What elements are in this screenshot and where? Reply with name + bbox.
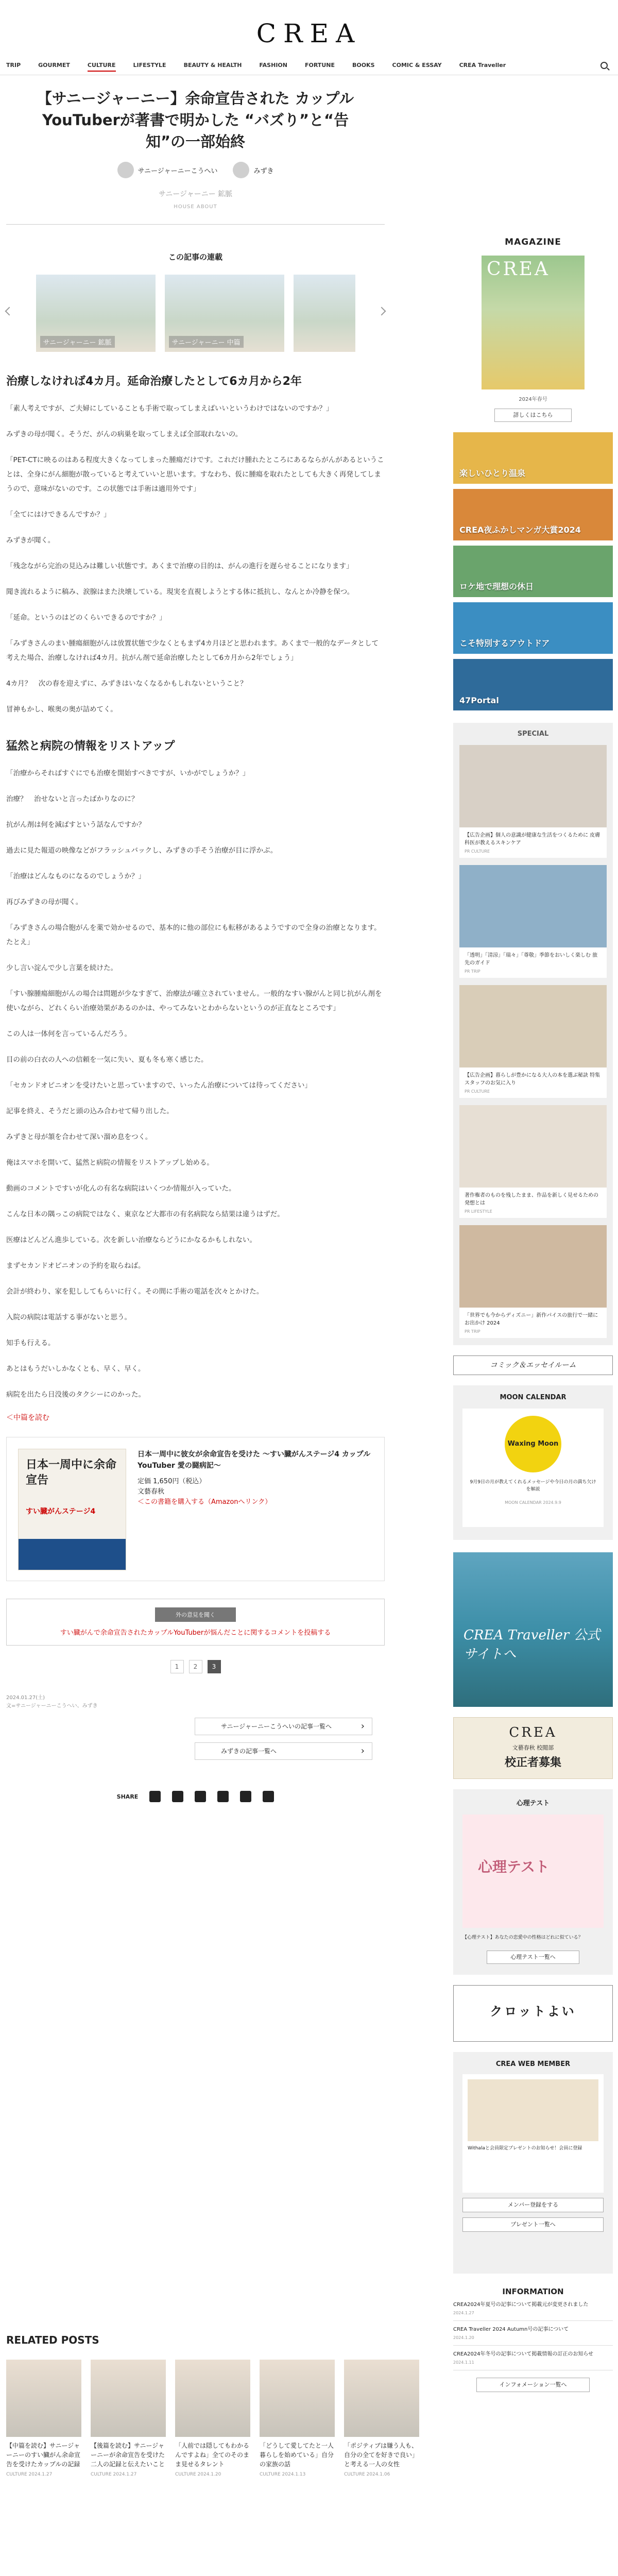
related-image (6, 2360, 81, 2437)
paragraph: 「治療からそればすぐにでも治療を開始すべきですが、いかがでしょうか？」 (6, 769, 250, 777)
facebook-icon[interactable] (149, 1791, 161, 1802)
section-heading: 猛然と病院の情報をリストアップ (6, 740, 175, 753)
webm-image (468, 2079, 598, 2141)
article-byline: 文=サニージャーニーこうへい、みずき (6, 1703, 98, 1709)
nav-item-lifestyle[interactable]: LIFESTYLE (133, 62, 166, 69)
info-button[interactable]: インフォメーション一覧へ (476, 2378, 590, 2392)
related-image (175, 2360, 250, 2437)
info-title-text: CREA Traveller 2024 Autumn号の記事について (453, 2327, 569, 2332)
banner-item[interactable] (453, 659, 613, 710)
magazine-date: 2024年春号 (519, 397, 547, 402)
read-more-link[interactable]: ＜中篇を読む (6, 1414, 49, 1422)
comment-box (6, 1599, 385, 1646)
photo-credit: サニージャーニー 鉱脈 (158, 190, 233, 198)
special-meta: PR CULTURE (465, 1089, 490, 1094)
book-title: 日本一周中に彼女が余命宣告を受けた ～すい臓がんステージ4 カップルYouTuber 愛の闘病記～ (138, 1450, 371, 1470)
paragraph: この人は一体何を言っているんだろう。 (6, 1030, 131, 1038)
search-icon[interactable] (600, 62, 608, 69)
special-title: SPECIAL (517, 730, 549, 738)
banner-item[interactable] (453, 546, 613, 597)
pagination (6, 1660, 385, 1673)
related-image (91, 2360, 166, 2437)
comment-link[interactable]: すい臓がんで余命宣告されたカップルYouTuberが悩んだことに関するコメントを投稿する (60, 1629, 331, 1637)
article-body (6, 374, 385, 1402)
paragraph: 目の前の白衣の人への信頼を一気に失い、夏も冬も寒く感じた。 (6, 1056, 208, 1064)
book-buy-link[interactable]: ＜この書籍を購入する（Amazonへリンク） (138, 1498, 272, 1506)
article-title: 【サニージャーニー】余命宣告された カップルYouTuberが著書で明かした “バズり”と“告知”の一部始終 (37, 90, 354, 150)
banner-item[interactable] (453, 602, 613, 654)
paragraph: まずセカンドオピニオンの予約を取らねば。 (6, 1262, 145, 1270)
paragraph: 「セカンドオピニオンを受けたいと思っていますので、いったん治療については待ってください」 (6, 1081, 312, 1090)
special-box (453, 723, 613, 1345)
carousel-image (294, 275, 355, 352)
info-title-text: CREA2024年冬号の記事について掲載情報の訂正のお知らせ (453, 2351, 594, 2357)
member-register-button[interactable]: メンバー登録をする (462, 2198, 604, 2212)
special-item[interactable] (459, 1225, 607, 1338)
psych-text: 【心理テスト】あなたの恋愛中の性格はどれに似ている？ (462, 1935, 583, 1940)
magazine-cover[interactable] (482, 256, 585, 389)
paragraph: 聞き流れるように稿み、涙腺はまた決壊している。現実を直視しようとする体に抵抗し、なんとか冷静を保つ。 (6, 588, 354, 596)
paragraph: 4カ月？ 次の春を迎えずに、みずきはいなくなるかもしれないということ？ (6, 680, 247, 688)
psych-test (453, 1789, 613, 1975)
paragraph: 俺はスマホを開いて、猛然と病院の情報をリストアップし始める。 (6, 1159, 214, 1167)
info-list (453, 2296, 613, 2370)
global-nav (0, 58, 618, 75)
x-icon[interactable] (172, 1791, 183, 1802)
special-item[interactable] (459, 745, 607, 858)
related-item[interactable] (6, 2360, 81, 2477)
comment-button[interactable]: 外の意見を聞く (155, 1607, 236, 1622)
info-date: 2024.1.27 (453, 2311, 474, 2315)
related-title: RELATED POSTS (6, 2334, 99, 2346)
special-meta: PR CULTURE (465, 849, 490, 854)
magazine-title: MAGAZINE (505, 237, 561, 247)
special-title-text: 著作権者のものを残したまま、作品を新しく見せるための発想とは (465, 1193, 598, 1206)
author-name: サニージャーニーこうへい (138, 167, 218, 175)
traveller-banner[interactable] (453, 1552, 613, 1707)
psych-title: 心理テスト (516, 1800, 550, 1807)
paragraph: 「みずきさんの場合胞がんを薬で効かせるので、基本的に他の部位にも転移があるようですので全身の治療となります。たとえ」 (6, 924, 381, 946)
psych-card[interactable] (462, 1815, 604, 1928)
paragraph: 過去に見た報道の映像などがフラッシュバックし、みずきの手そう治療が目に浮かぶ。 (6, 846, 278, 855)
paragraph: 「すい腺腫瘍細胞がんの場合は問題が少なすぎて、治療法が確立されていません。一般的なすい腺がんと同じ抗がん剤を使いながら、どれくらい治療効果があるのかは、やってみないとわからないというのが正直なところです」 (6, 990, 382, 1012)
sidebar (453, 237, 613, 2392)
paragraph: みずきの母が聞く。そうだ、がんの病巣を取ってしまえば全部取れないの。 (6, 430, 243, 438)
related-meta: CULTURE 2024.1.27 (6, 2472, 53, 2477)
book-cover-sub: すい臓がんステージ4 (26, 1507, 96, 1516)
info-title: INFORMATION (502, 2287, 564, 2296)
book-price: 定価 1,650円（税込） (138, 1478, 206, 1485)
nav-item-crea-traveller[interactable]: CREA Traveller (459, 62, 506, 69)
info-title-text: CREA2024年夏号の記事について掲載元が変更されました (453, 2302, 589, 2308)
carousel-image (165, 275, 284, 352)
author-name: みずき (253, 167, 274, 175)
psych-hero: 心理テスト (478, 1858, 550, 1875)
paragraph: みずきが聞く。 (6, 536, 55, 545)
page-link[interactable]: 3 (208, 1660, 221, 1673)
book-cover-title: 日本一周中に余命宣告 (26, 1459, 117, 1487)
book-cover[interactable] (18, 1449, 126, 1570)
moon-icon: Waxing Moon (505, 1416, 561, 1472)
special-title-text: 「透明」「清涼」「瑞々」「尊敬」季節をおいしく楽しむ 旅先のガイド (465, 953, 598, 966)
section-heading: 治療しなければ4カ月。延命治療したとして6カ月から2年 (6, 375, 302, 388)
moon-title: MOON CALENDAR (500, 1394, 566, 1401)
banner-label: CREA夜ふかしマンガ大賞2024 (459, 525, 581, 535)
nav-item-fortune[interactable]: FORTUNE (304, 62, 335, 69)
book-info (138, 1449, 373, 1569)
special-list (459, 745, 607, 1338)
recruit-banner[interactable] (453, 1717, 613, 1779)
paragraph: 治療？ 治せないと言ったばかりなのに？ (6, 795, 139, 803)
related-title-text: 【中篇を読む】サニージャーニーのすい臓がん余命宣告を受けたカップルの記録 (6, 2442, 81, 2468)
nav-item-comic-essay[interactable]: COMIC & ESSAY (392, 62, 442, 69)
banner-item[interactable] (453, 489, 613, 540)
recruit-sub: 文藝春秋 校閲部 (512, 1744, 554, 1751)
paragraph: 知手も行える。 (6, 1339, 55, 1347)
banner-label: 楽しいひとり温泉 (459, 468, 526, 478)
related-meta: CULTURE 2024.1.13 (260, 2472, 306, 2477)
series-carousel (6, 275, 385, 352)
author-item[interactable] (233, 162, 273, 178)
paragraph: 少し言い淀んで少し言葉を続けた。 (6, 964, 117, 972)
paragraph: 会計が終わり、家を犯ししてもらいに行く。その間に手術の電話を次々とかけた。 (6, 1287, 264, 1296)
present-list-button[interactable]: プレゼント一覧へ (462, 2217, 604, 2232)
info-item[interactable] (453, 2321, 613, 2346)
paragraph: みずきと母が頷を合わせて深い溜め息をつく。 (6, 1133, 152, 1141)
paragraph: あとはもうだいしかなくとも、早く、早く。 (6, 1365, 145, 1373)
chevron-left-icon[interactable] (5, 307, 14, 316)
related-meta: CULTURE 2024.1.20 (175, 2472, 221, 2477)
carousel-label: サニージャーニー 中篇 (169, 336, 244, 348)
special-meta: PR TRIP (465, 1329, 480, 1334)
share-label: SHARE (116, 1793, 139, 1800)
banner-list (453, 432, 613, 710)
special-meta: PR LIFESTYLE (465, 1209, 492, 1214)
avatar (233, 162, 249, 178)
info-item[interactable] (453, 2296, 613, 2321)
related-image (260, 2360, 335, 2437)
info-item[interactable] (453, 2346, 613, 2370)
article-main (6, 88, 385, 1802)
moon-meta: MOON CALENDAR 2024.9.9 (505, 1500, 561, 1505)
nav-item-gourmet[interactable]: GOURMET (38, 62, 70, 69)
credit-sub: HOUSE ABOUT (174, 204, 217, 210)
carousel-image (36, 275, 156, 352)
traveller-label: CREA Traveller 公式サイトへ (464, 1628, 600, 1662)
webm-card[interactable] (462, 2074, 604, 2193)
special-image (459, 1225, 607, 1308)
paragraph: 病院を出たら日没後のタクシーにのかった。 (6, 1391, 145, 1399)
paragraph: 「素人考えですが、ご夫婦にしていることも手術で取ってしまえばいいというわけではないのですか？」 (6, 404, 333, 413)
web-member (453, 2052, 613, 2274)
recruit-logo: CREA (509, 1725, 557, 1740)
special-item[interactable] (459, 865, 607, 978)
banner-label: 47Portal (459, 696, 499, 705)
author-list (6, 162, 385, 178)
paragraph: 記事を終え、そうだと頭の込み合わせて帰り出した。 (6, 1107, 174, 1115)
webm-title: CREA WEB MEMBER (495, 2060, 571, 2068)
share-bar (6, 1791, 385, 1802)
book-box (6, 1437, 385, 1581)
related-meta: CULTURE 2024.1.06 (344, 2472, 390, 2477)
moon-card[interactable] (462, 1409, 604, 1527)
info-date: 2024.1.20 (453, 2335, 474, 2340)
paragraph: 「全てにはけできるんですか？」 (6, 511, 111, 519)
divider (6, 224, 385, 225)
nav-item-fashion[interactable]: FASHION (259, 62, 287, 69)
paragraph: こんな日本の隅っこの病院ではなく、東京など大都市の有名病院なら結果は違うはずだ。 (6, 1210, 284, 1218)
related-item[interactable] (175, 2360, 250, 2477)
recruit-heading: 校正者募集 (504, 1756, 561, 1769)
paragraph: 「延命。というのはどのくらいできるのですか？」 (6, 614, 166, 622)
paragraph: 医療はどんどん進歩している。次を新しい治療ならどうにかなるかもしれない。 (6, 1236, 256, 1244)
related-title-text: 【後篇を読む】サニージャーニーが余命宣告を受けた二人の記録と伝えたいこと (91, 2442, 165, 2468)
paragraph: 「みずきさんのまい腫瘍細胞がんは放置状態で少なくともまず4カ月ほどと思われます。あくまで一般的なデータとして考えた場合、治療しなければ4カ月。抗がん剤で延命治療したとして6カ月から2年でしょう」 (6, 639, 379, 662)
related-item[interactable] (344, 2360, 419, 2477)
info-date: 2024.1.11 (453, 2360, 474, 2365)
special-item[interactable] (459, 985, 607, 1098)
nav-list (6, 62, 523, 72)
author-articles-button[interactable]: みずきの記事一覧へ › (195, 1742, 372, 1760)
article-date: 2024.01.27(土) (6, 1695, 45, 1701)
pinterest-icon[interactable] (217, 1791, 229, 1802)
special-item[interactable] (459, 1105, 607, 1218)
carousel-item[interactable] (165, 275, 284, 352)
related-meta: CULTURE 2024.1.27 (91, 2472, 137, 2477)
special-image (459, 985, 607, 1067)
magazine-logo: CREA (487, 259, 550, 280)
related-item[interactable] (91, 2360, 166, 2477)
webm-text: Withalaと会員限定プレゼントのお知らせ！会員に登録 (468, 2146, 582, 2151)
related-title-text: 「ポジティブは嫌う人も、自分の全てを好きで良い」と考える一人の女性 (344, 2442, 419, 2468)
comic-banner[interactable]: コミック＆エッセイルーム (453, 1355, 613, 1375)
author-articles-button[interactable]: サニージャーニーこうへいの記事一覧へ › (195, 1718, 372, 1735)
paragraph: 「治療はどんなものになるのでしょうか？」 (6, 872, 145, 880)
page-link[interactable]: 1 (170, 1660, 184, 1673)
chevron-right-icon[interactable] (377, 307, 386, 316)
related-list (6, 2360, 419, 2477)
related-image (344, 2360, 419, 2437)
special-image (459, 745, 607, 827)
paragraph: 入院の病院は電話する事がないと思う。 (6, 1313, 131, 1321)
special-title-text: 【広告企画】個人の意識が健康な生活をつくるために 皮膚科医が教えるスキンケア (465, 833, 600, 846)
paragraph: 冒神もかし、喉奥の奥が詰めてく。 (6, 705, 117, 714)
paragraph: 動画のコメントですいが化んの有名な病院はいくつか情報が入っていた。 (6, 1184, 236, 1193)
paragraph: 「PET-CTに映るのはある程度大きくなってしまった腫瘍だけです。これだけ腫れたところにあるならがんがあるということは、全身にがん細胞が散っていると考えていいと思います。すなわち、仮に腫瘍を取れたとしても大きく再発してしまうので、意味がないのです。この状態では手術は適用外です」 (6, 456, 384, 493)
series-heading: この記事の連載 (168, 252, 222, 262)
paragraph: 抗がん剤は何を減ばすという話なんですか？ (6, 821, 145, 829)
book-cover-band (19, 1539, 126, 1570)
article-meta (6, 1694, 385, 1710)
carousel-label: サニージャーニー 鉱脈 (40, 336, 115, 348)
site-logo[interactable]: CREA (256, 19, 362, 48)
pocket-icon[interactable] (263, 1791, 274, 1802)
hatena-icon[interactable] (195, 1791, 206, 1802)
related-title-text: 「人前では隠してもわかるんですよね」全てのそのまま見せるタレント (175, 2442, 250, 2468)
information (453, 2287, 613, 2392)
line-icon[interactable] (240, 1791, 251, 1802)
related-item[interactable] (260, 2360, 335, 2477)
book-publisher: 文藝春秋 (138, 1488, 165, 1496)
nav-item-culture[interactable]: CULTURE (88, 62, 116, 72)
page-link[interactable]: 2 (189, 1660, 202, 1673)
special-image (459, 1105, 607, 1188)
author-item[interactable] (117, 162, 218, 178)
nav-item-trip[interactable]: TRIP (6, 62, 21, 69)
special-image (459, 865, 607, 947)
special-title-text: 「世界でも今からディズニー」新作パイスの旅行で一緒にお出かけ 2024 (465, 1313, 598, 1326)
avatar (117, 162, 134, 178)
special-meta: PR TRIP (465, 969, 480, 974)
moon-calendar (453, 1385, 613, 1540)
paragraph: 「残念ながら完治の見込みは難しい状態です。あくまで治療の目的は、がんの進行を遅らせることになります」 (6, 562, 353, 570)
moon-text: 9月9日の月が教えてくれるメッセージや今日の月の満ち欠けを解説 (470, 1480, 596, 1492)
magazine-button[interactable]: 詳しくはこちら (494, 409, 572, 422)
nav-item-books[interactable]: BOOKS (352, 62, 375, 69)
banner-item[interactable] (453, 432, 613, 484)
special-title-text: 【広告企画】暮らしが豊かになる大人の本を選ぶ秘訣 特集スタッフのお気に入り (465, 1073, 600, 1086)
banner-label: こそ特別するアウトドア (459, 638, 550, 648)
banner-label: ロケ地で理想の休日 (459, 582, 534, 591)
nav-item-beauty-health[interactable]: BEAUTY & HEALTH (183, 62, 242, 69)
carousel-item[interactable] (294, 275, 355, 352)
related-title-text: 「どうして愛してたと一人暮らしを始めている」自分の家族の話 (260, 2442, 334, 2468)
psych-button[interactable]: 心理テスト一覧へ (487, 1951, 579, 1964)
paragraph: 再びみずきの母が聞く。 (6, 898, 83, 906)
carousel-item[interactable] (36, 275, 156, 352)
kurotto-banner[interactable]: クロットよい (453, 1985, 613, 2042)
